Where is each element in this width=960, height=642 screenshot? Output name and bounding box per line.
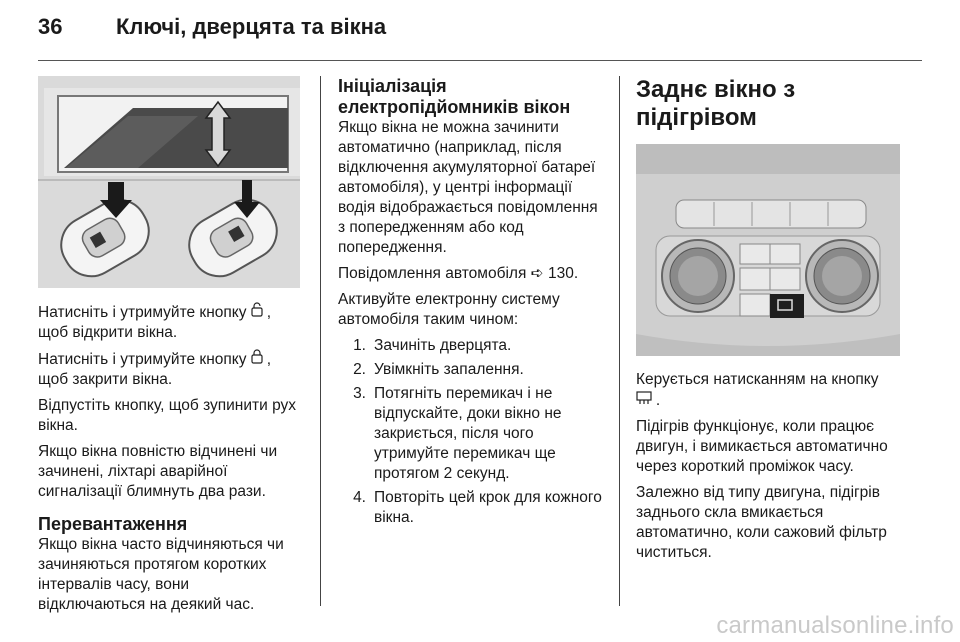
heater-engine-type-paragraph: Залежно від типу двигуна, підігрів заднього скла вмикається автоматично, коли сажовий фільтр чиститься. bbox=[636, 484, 887, 561]
hazard-lights-paragraph: Якщо вікна повністю відчинені чи зачинені, ліхтарі аварійної сигналізації блимнуть два рази. bbox=[38, 443, 278, 500]
rear-window-heading: Заднє вікно з підігрівом bbox=[636, 76, 796, 131]
lock-icon bbox=[251, 351, 267, 367]
lock-windows-paragraph: Натисніть і утримуйте кнопку , щоб закрити вікна. bbox=[38, 351, 272, 388]
activate-paragraph: Активуйте електронну систему автомобіля таким чином: bbox=[338, 291, 560, 328]
unlock-windows-paragraph: Натисніть і утримуйте кнопку , щоб відкрити вікна. bbox=[38, 304, 272, 341]
initialization-intro: Якщо вікна не можна зачинити автоматично (наприклад, після відключення акумуляторної батареї автомобіля), у центрі інформації водія відображається повідомлення з попередженням або код попередження. bbox=[338, 119, 598, 256]
overheat-paragraph: Якщо вікна часто відчиняються чи зачиняються протягом коротких інтервалів часу, вони відключаються на деякий час. bbox=[38, 536, 284, 613]
vehicle-messages-reference: Повідомлення автомобіля ➪ 130. bbox=[338, 265, 579, 282]
page-header bbox=[38, 14, 386, 48]
initialization-heading: Ініціалізація електропідйомників вікон bbox=[338, 76, 571, 117]
steps-list bbox=[338, 336, 608, 528]
header-rule bbox=[38, 60, 922, 61]
list-item: 3. Потягніть перемикач і не відпускайте, доки вікно не закриється, після чого утримуйте перемикач ще протягом 2 секунд. bbox=[353, 385, 562, 482]
watermark: carmanualsonline.info bbox=[716, 612, 954, 639]
climate-control-illustration bbox=[636, 144, 900, 356]
heater-operation-paragraph: Підігрів функціонує, коли працює двигун, і вимикається автоматично через короткий проміжок часу. bbox=[636, 418, 888, 475]
page-reference-icon: ➪ bbox=[530, 265, 544, 282]
column-2 bbox=[338, 76, 608, 534]
rear-window-heater-icon bbox=[636, 392, 656, 408]
list-item: 4. Повторіть цей крок для кожного вікна. bbox=[353, 489, 602, 526]
climate-panel-drawing bbox=[636, 144, 900, 356]
column-divider-2 bbox=[619, 76, 620, 606]
release-button-paragraph: Відпустіть кнопку, щоб зупинити рух вікна. bbox=[38, 397, 297, 434]
column-1 bbox=[38, 76, 300, 621]
unlock-icon bbox=[251, 304, 267, 320]
list-item: 1. Зачиніть дверцята. bbox=[353, 337, 512, 354]
page-number: 36 bbox=[38, 14, 63, 39]
car-window-key-drawing bbox=[38, 76, 300, 288]
column-divider-1 bbox=[320, 76, 321, 606]
key-fob-illustration bbox=[38, 76, 300, 288]
page-title: Ключі, дверцята та вікна bbox=[116, 14, 387, 39]
column-3 bbox=[636, 76, 906, 569]
list-item: 2. Увімкніть запалення. bbox=[353, 361, 524, 378]
rear-heater-button-paragraph: Керується натисканням на кнопку . bbox=[636, 371, 879, 409]
overheat-heading: Перевантаження bbox=[38, 514, 188, 534]
